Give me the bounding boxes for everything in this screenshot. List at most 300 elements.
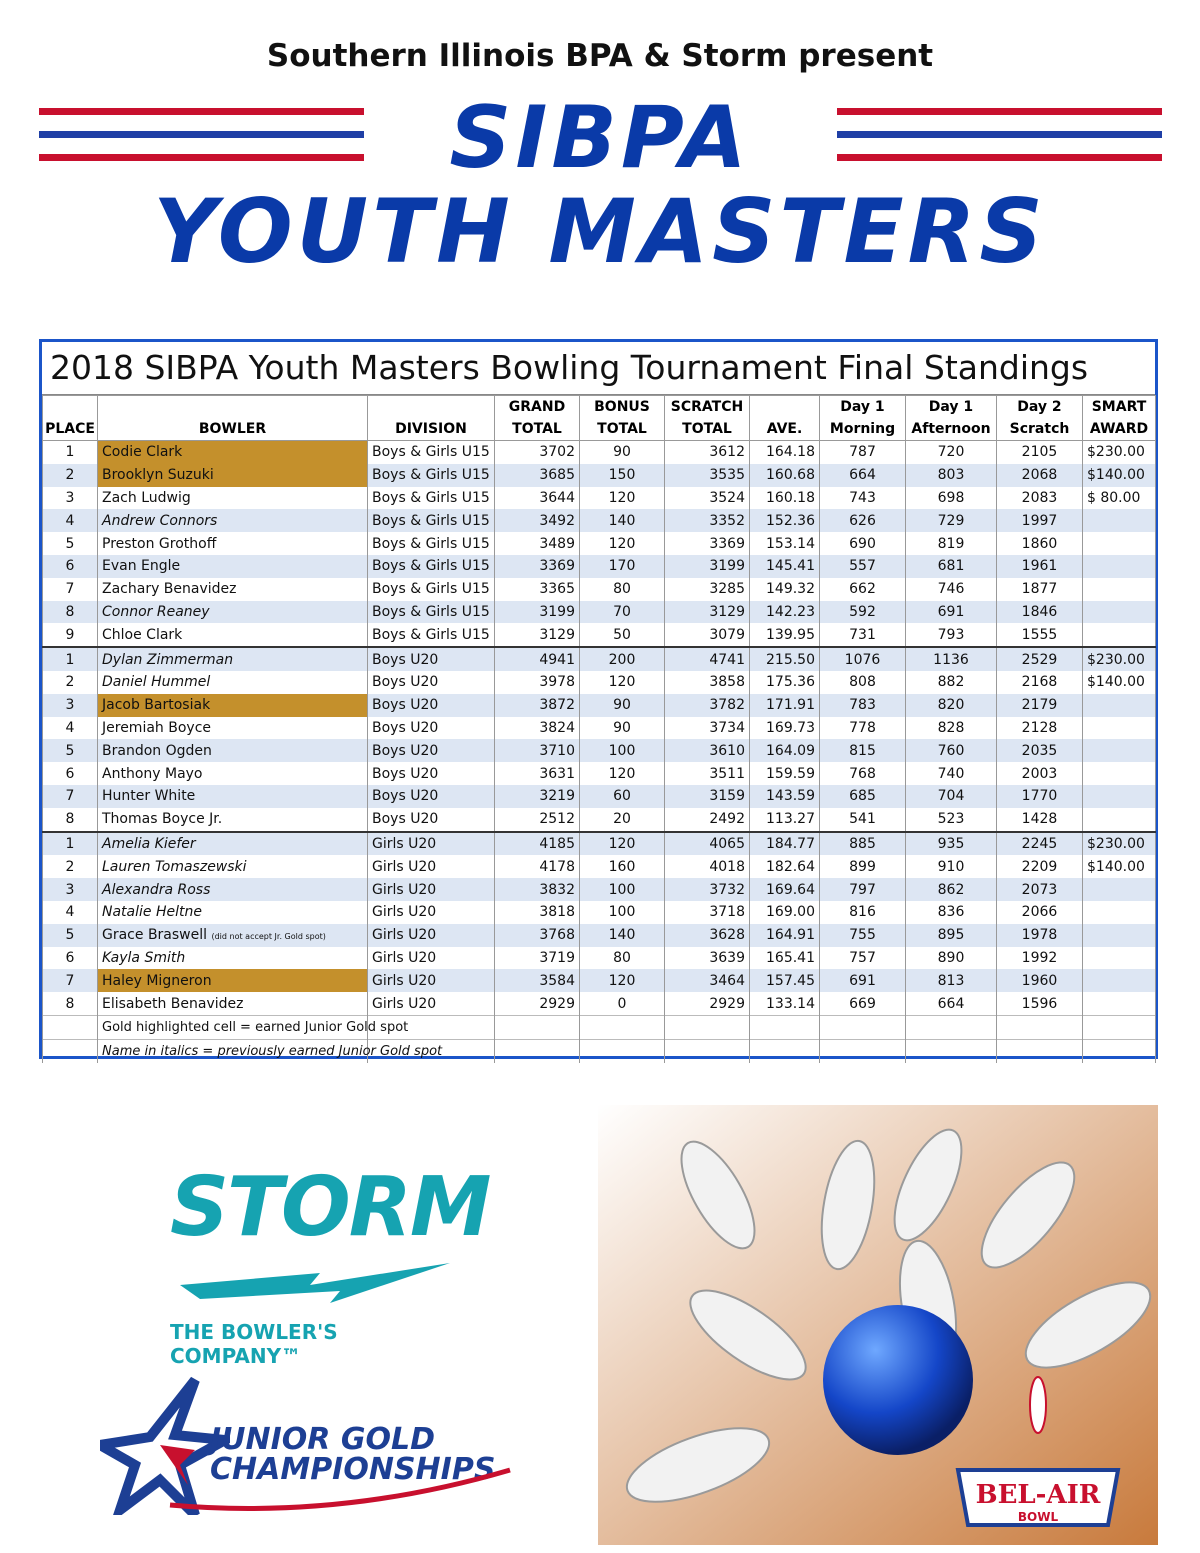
column-header-d2	[997, 396, 1083, 441]
column-header-line2: Scratch	[1009, 421, 1070, 437]
column-header-award	[1083, 396, 1156, 441]
cell-grand: 4178	[495, 855, 580, 878]
cell-award	[1083, 878, 1156, 901]
cell-ave: 159.59	[750, 762, 820, 785]
cell-grand: 3129	[495, 623, 580, 647]
column-header-d1m	[820, 396, 906, 441]
legend-text: Name in italics = previously earned Junior Gold spot	[98, 1039, 368, 1062]
standings-table	[42, 395, 1156, 1063]
legend-empty-cell	[43, 1039, 98, 1062]
cell-d2: 2128	[997, 717, 1083, 740]
table-row	[43, 969, 1156, 992]
bowler-name: Grace Braswell	[102, 927, 208, 944]
cell-award	[1083, 578, 1156, 601]
junior-gold-logo	[100, 1375, 530, 1525]
cell-grand: 3584	[495, 969, 580, 992]
cell-ave: 169.64	[750, 878, 820, 901]
cell-ave: 149.32	[750, 578, 820, 601]
cell-d1a: 910	[906, 855, 997, 878]
cell-ave: 215.50	[750, 647, 820, 671]
cell-d2: 1428	[997, 808, 1083, 832]
cell-d2: 2066	[997, 901, 1083, 924]
cell-grand: 3818	[495, 901, 580, 924]
cell-bonus: 20	[580, 808, 665, 832]
cell-d2: 2003	[997, 762, 1083, 785]
cell-grand: 3710	[495, 739, 580, 762]
cell-division: Boys U20	[368, 785, 495, 808]
cell-ave: 152.36	[750, 509, 820, 532]
cell-d2: 2068	[997, 464, 1083, 487]
cell-ave: 175.36	[750, 671, 820, 694]
legend-empty-cell	[997, 1015, 1083, 1039]
cell-d1m: 757	[820, 947, 906, 970]
cell-d1m: 816	[820, 901, 906, 924]
cell-grand: 3872	[495, 694, 580, 717]
bowler-name: Andrew Connors	[102, 512, 218, 529]
cell-award	[1083, 532, 1156, 555]
legend-empty-cell	[580, 1015, 665, 1039]
cell-ave: 164.18	[750, 441, 820, 464]
cell-d1m: 541	[820, 808, 906, 832]
cell-d1m: 690	[820, 532, 906, 555]
bowling-ball-icon	[823, 1305, 973, 1455]
column-header-line2: TOTAL	[597, 421, 647, 437]
storm-logo	[170, 1160, 490, 1368]
cell-d1m: 808	[820, 671, 906, 694]
cell-scratch: 4741	[665, 647, 750, 671]
table-row	[43, 601, 1156, 624]
cell-bonus: 100	[580, 901, 665, 924]
lightning-bolt-icon	[180, 1255, 450, 1315]
cell-bowler	[98, 762, 368, 785]
cell-bowler	[98, 832, 368, 856]
cell-bonus: 140	[580, 509, 665, 532]
cell-division: Boys U20	[368, 717, 495, 740]
cell-place: 7	[43, 785, 98, 808]
cell-d1m: 592	[820, 601, 906, 624]
cell-bonus: 60	[580, 785, 665, 808]
cell-bowler	[98, 464, 368, 487]
cell-bowler	[98, 671, 368, 694]
cell-bowler	[98, 578, 368, 601]
cell-place: 3	[43, 694, 98, 717]
cell-place: 8	[43, 808, 98, 832]
cell-scratch: 3129	[665, 601, 750, 624]
cell-division: Boys & Girls U15	[368, 464, 495, 487]
cell-place: 5	[43, 739, 98, 762]
cell-award: $230.00	[1083, 441, 1156, 464]
cell-d2: 1997	[997, 509, 1083, 532]
belair-line2: BOWL	[1017, 1510, 1059, 1524]
cell-d2: 1992	[997, 947, 1083, 970]
cell-d2: 2179	[997, 694, 1083, 717]
table-row	[43, 785, 1156, 808]
cell-division: Boys U20	[368, 671, 495, 694]
table-row	[43, 487, 1156, 510]
bowler-name: Jeremiah Boyce	[102, 719, 211, 736]
table-row	[43, 855, 1156, 878]
cell-division: Boys U20	[368, 808, 495, 832]
cell-division: Boys & Girls U15	[368, 487, 495, 510]
swoosh-icon	[160, 1460, 520, 1520]
cell-place: 2	[43, 464, 98, 487]
cell-scratch: 3718	[665, 901, 750, 924]
cell-d1a: 803	[906, 464, 997, 487]
cell-grand: 3644	[495, 487, 580, 510]
cell-bowler	[98, 878, 368, 901]
cell-scratch: 4065	[665, 832, 750, 856]
cell-award: $ 80.00	[1083, 487, 1156, 510]
cell-grand: 3824	[495, 717, 580, 740]
cell-division: Boys & Girls U15	[368, 509, 495, 532]
cell-scratch: 3782	[665, 694, 750, 717]
column-header-line2: Afternoon	[911, 421, 991, 437]
bowler-name: Chloe Clark	[102, 626, 183, 643]
cell-award	[1083, 601, 1156, 624]
cell-award	[1083, 808, 1156, 832]
column-header-place	[43, 396, 98, 441]
table-row	[43, 464, 1156, 487]
cell-scratch: 3612	[665, 441, 750, 464]
cell-d1m: 664	[820, 464, 906, 487]
cell-grand: 3199	[495, 601, 580, 624]
cell-scratch: 4018	[665, 855, 750, 878]
cell-place: 7	[43, 578, 98, 601]
cell-bowler	[98, 901, 368, 924]
cell-bonus: 150	[580, 464, 665, 487]
cell-d1m: 731	[820, 623, 906, 647]
column-header-line1: Day 2	[1017, 399, 1062, 415]
cell-award	[1083, 762, 1156, 785]
cell-scratch: 3535	[665, 464, 750, 487]
cell-award	[1083, 694, 1156, 717]
cell-division: Girls U20	[368, 924, 495, 947]
cell-ave: 165.41	[750, 947, 820, 970]
cell-d1a: 836	[906, 901, 997, 924]
bowler-name: Brandon Ogden	[102, 742, 212, 759]
cell-award	[1083, 717, 1156, 740]
cell-d1m: 768	[820, 762, 906, 785]
cell-place: 3	[43, 487, 98, 510]
table-row	[43, 901, 1156, 924]
cell-d1m: 778	[820, 717, 906, 740]
cell-division: Boys & Girls U15	[368, 555, 495, 578]
legend-empty-cell	[820, 1039, 906, 1062]
bowler-name: Lauren Tomaszewski	[102, 858, 247, 875]
cell-d1a: 720	[906, 441, 997, 464]
bowler-name: Connor Reaney	[102, 603, 210, 620]
cell-award: $230.00	[1083, 832, 1156, 856]
cell-d1a: 882	[906, 671, 997, 694]
cell-bonus: 120	[580, 832, 665, 856]
cell-award	[1083, 785, 1156, 808]
cell-ave: 160.68	[750, 464, 820, 487]
cell-division: Girls U20	[368, 832, 495, 856]
cell-division: Boys U20	[368, 647, 495, 671]
cell-d2: 2035	[997, 739, 1083, 762]
cell-place: 6	[43, 555, 98, 578]
cell-ave: 143.59	[750, 785, 820, 808]
cell-place: 7	[43, 969, 98, 992]
cell-bonus: 140	[580, 924, 665, 947]
cell-bonus: 120	[580, 532, 665, 555]
cell-place: 8	[43, 992, 98, 1015]
presenter-line: Southern Illinois BPA & Storm present	[266, 38, 934, 74]
cell-d1a: 895	[906, 924, 997, 947]
column-header-line1: SMART	[1091, 399, 1147, 415]
cell-scratch: 3369	[665, 532, 750, 555]
legend-empty-cell	[1083, 1039, 1156, 1062]
bowler-name: Hunter White	[102, 788, 196, 805]
cell-d2: 1960	[997, 969, 1083, 992]
cell-division: Girls U20	[368, 878, 495, 901]
cell-d2: 2245	[997, 832, 1083, 856]
cell-d2: 1961	[997, 555, 1083, 578]
cell-division: Boys & Girls U15	[368, 623, 495, 647]
table-row	[43, 808, 1156, 832]
cell-award: $230.00	[1083, 647, 1156, 671]
cell-scratch: 3511	[665, 762, 750, 785]
cell-award	[1083, 509, 1156, 532]
cell-d1a: 813	[906, 969, 997, 992]
storm-wordmark: STORM	[170, 1160, 490, 1255]
bowler-name: Preston Grothoff	[102, 535, 217, 552]
cell-award	[1083, 969, 1156, 992]
cell-d1m: 662	[820, 578, 906, 601]
cell-scratch: 3079	[665, 623, 750, 647]
cell-division: Boys & Girls U15	[368, 532, 495, 555]
bowler-name: Alexandra Ross	[102, 881, 211, 898]
legend-row	[43, 1039, 1156, 1062]
cell-ave: 133.14	[750, 992, 820, 1015]
cell-scratch: 2929	[665, 992, 750, 1015]
cell-bonus: 120	[580, 969, 665, 992]
table-row	[43, 509, 1156, 532]
bowler-name: Daniel Hummel	[102, 674, 211, 691]
cell-ave: 164.09	[750, 739, 820, 762]
bowler-name: Jacob Bartosiak	[102, 697, 211, 714]
cell-grand: 3631	[495, 762, 580, 785]
cell-place: 8	[43, 601, 98, 624]
cell-award	[1083, 924, 1156, 947]
cell-award	[1083, 992, 1156, 1015]
column-header-scratch	[665, 396, 750, 441]
cell-grand: 3702	[495, 441, 580, 464]
cell-d1m: 899	[820, 855, 906, 878]
cell-ave: 182.64	[750, 855, 820, 878]
standings-body	[43, 441, 1156, 1063]
cell-ave: 153.14	[750, 532, 820, 555]
cell-division: Girls U20	[368, 947, 495, 970]
table-row	[43, 647, 1156, 671]
cell-award	[1083, 555, 1156, 578]
cell-grand: 3369	[495, 555, 580, 578]
cell-division: Girls U20	[368, 969, 495, 992]
cell-place: 4	[43, 901, 98, 924]
cell-place: 6	[43, 947, 98, 970]
cell-d1m: 787	[820, 441, 906, 464]
cell-place: 1	[43, 832, 98, 856]
column-header-line2: PLACE	[45, 421, 95, 437]
cell-bonus: 170	[580, 555, 665, 578]
cell-ave: 171.91	[750, 694, 820, 717]
cell-place: 1	[43, 647, 98, 671]
cell-d1m: 885	[820, 832, 906, 856]
cell-bowler	[98, 947, 368, 970]
cell-ave: 157.45	[750, 969, 820, 992]
cell-ave: 113.27	[750, 808, 820, 832]
cell-d1m: 755	[820, 924, 906, 947]
legend-empty-cell	[820, 1015, 906, 1039]
cell-grand: 2512	[495, 808, 580, 832]
column-header-line2: BOWLER	[198, 421, 267, 437]
cell-place: 2	[43, 671, 98, 694]
cell-division: Boys & Girls U15	[368, 441, 495, 464]
bowler-name: Thomas Boyce Jr.	[102, 811, 223, 828]
cell-d1a: 664	[906, 992, 997, 1015]
cell-d1a: 828	[906, 717, 997, 740]
jg-line1: JUNIOR GOLD	[210, 1422, 435, 1457]
cell-d1m: 669	[820, 992, 906, 1015]
column-header-line2: AWARD	[1089, 421, 1149, 437]
cell-award	[1083, 623, 1156, 647]
cell-scratch: 3858	[665, 671, 750, 694]
cell-bonus: 160	[580, 855, 665, 878]
cell-bowler	[98, 601, 368, 624]
cell-grand: 3492	[495, 509, 580, 532]
cell-bowler	[98, 647, 368, 671]
cell-place: 6	[43, 762, 98, 785]
cell-division: Girls U20	[368, 855, 495, 878]
bowler-name: Zachary Benavidez	[102, 581, 237, 598]
cell-place: 4	[43, 509, 98, 532]
column-header-line1: Day 1	[928, 399, 974, 415]
table-row	[43, 947, 1156, 970]
legend-empty-cell	[665, 1039, 750, 1062]
cell-scratch: 3159	[665, 785, 750, 808]
column-header-line1: Day 1	[840, 399, 885, 415]
legend-empty-cell	[750, 1015, 820, 1039]
bowling-illustration	[598, 1105, 1158, 1545]
cell-d1a: 793	[906, 623, 997, 647]
column-header-division	[368, 396, 495, 441]
cell-d2: 1877	[997, 578, 1083, 601]
cell-grand: 3219	[495, 785, 580, 808]
cell-bonus: 0	[580, 992, 665, 1015]
column-header-d1a	[906, 396, 997, 441]
column-header-line2: Morning	[829, 421, 896, 437]
cell-scratch: 3639	[665, 947, 750, 970]
cell-award	[1083, 901, 1156, 924]
cell-division: Girls U20	[368, 992, 495, 1015]
cell-bonus: 50	[580, 623, 665, 647]
cell-d2: 2105	[997, 441, 1083, 464]
cell-d2: 1596	[997, 992, 1083, 1015]
cell-bowler	[98, 694, 368, 717]
title-sibpa: SIBPA	[449, 88, 751, 188]
cell-d2: 1860	[997, 532, 1083, 555]
cell-division: Boys U20	[368, 762, 495, 785]
legend-empty-cell	[750, 1039, 820, 1062]
cell-grand: 3489	[495, 532, 580, 555]
table-row	[43, 671, 1156, 694]
cell-bowler	[98, 555, 368, 578]
cell-d2: 2073	[997, 878, 1083, 901]
cell-place: 2	[43, 855, 98, 878]
cell-place: 4	[43, 717, 98, 740]
standings-sheet	[39, 339, 1158, 1059]
cell-d1a: 746	[906, 578, 997, 601]
cell-bowler	[98, 808, 368, 832]
cell-d2: 1555	[997, 623, 1083, 647]
cell-award	[1083, 947, 1156, 970]
legend-text: Gold highlighted cell = earned Junior Gold spot	[98, 1015, 368, 1039]
cell-scratch: 3524	[665, 487, 750, 510]
legend-row	[43, 1015, 1156, 1039]
cell-grand: 3365	[495, 578, 580, 601]
cell-ave: 169.00	[750, 901, 820, 924]
cell-scratch: 2492	[665, 808, 750, 832]
cell-ave: 145.41	[750, 555, 820, 578]
cell-d2: 2168	[997, 671, 1083, 694]
column-header-line1: SCRATCH	[670, 399, 744, 415]
cell-bonus: 90	[580, 694, 665, 717]
cell-scratch: 3732	[665, 878, 750, 901]
jg-line2: CHAMPIONSHIPS	[210, 1452, 496, 1487]
cell-d1m: 797	[820, 878, 906, 901]
cell-bonus: 100	[580, 739, 665, 762]
table-row	[43, 441, 1156, 464]
column-header-line1: GRAND	[508, 399, 566, 415]
cell-place: 5	[43, 532, 98, 555]
bowler-name: Codie Clark	[102, 444, 183, 461]
legend-empty-cell	[1083, 1015, 1156, 1039]
table-row	[43, 578, 1156, 601]
cell-scratch: 3352	[665, 509, 750, 532]
column-header-line1: BONUS	[594, 399, 650, 415]
title-youth-masters: YOUTH MASTERS	[153, 180, 1047, 283]
cell-d1a: 819	[906, 532, 997, 555]
bowler-note: (did not accept Jr. Gold spot)	[211, 932, 326, 942]
cell-d1m: 743	[820, 487, 906, 510]
column-header-ave	[750, 396, 820, 441]
cell-place: 9	[43, 623, 98, 647]
cell-scratch: 3285	[665, 578, 750, 601]
cell-d1a: 862	[906, 878, 997, 901]
cell-d1m: 783	[820, 694, 906, 717]
bowler-name: Haley Migneron	[102, 972, 212, 989]
cell-bowler	[98, 739, 368, 762]
cell-award: $140.00	[1083, 671, 1156, 694]
cell-d2: 2529	[997, 647, 1083, 671]
cell-d1m: 685	[820, 785, 906, 808]
cell-division: Boys & Girls U15	[368, 601, 495, 624]
cell-grand: 4185	[495, 832, 580, 856]
cell-d2: 1978	[997, 924, 1083, 947]
cell-bonus: 80	[580, 578, 665, 601]
bowler-name: Brooklyn Suzuki	[102, 467, 214, 484]
cell-division: Girls U20	[368, 901, 495, 924]
bowler-name: Natalie Heltne	[102, 904, 202, 921]
bowler-name: Elisabeth Benavidez	[102, 995, 244, 1012]
cell-division: Boys U20	[368, 739, 495, 762]
cell-bonus: 90	[580, 717, 665, 740]
cell-bowler	[98, 623, 368, 647]
cell-bowler	[98, 855, 368, 878]
column-header-line2: TOTAL	[512, 421, 562, 437]
table-row	[43, 694, 1156, 717]
column-header-grand	[495, 396, 580, 441]
